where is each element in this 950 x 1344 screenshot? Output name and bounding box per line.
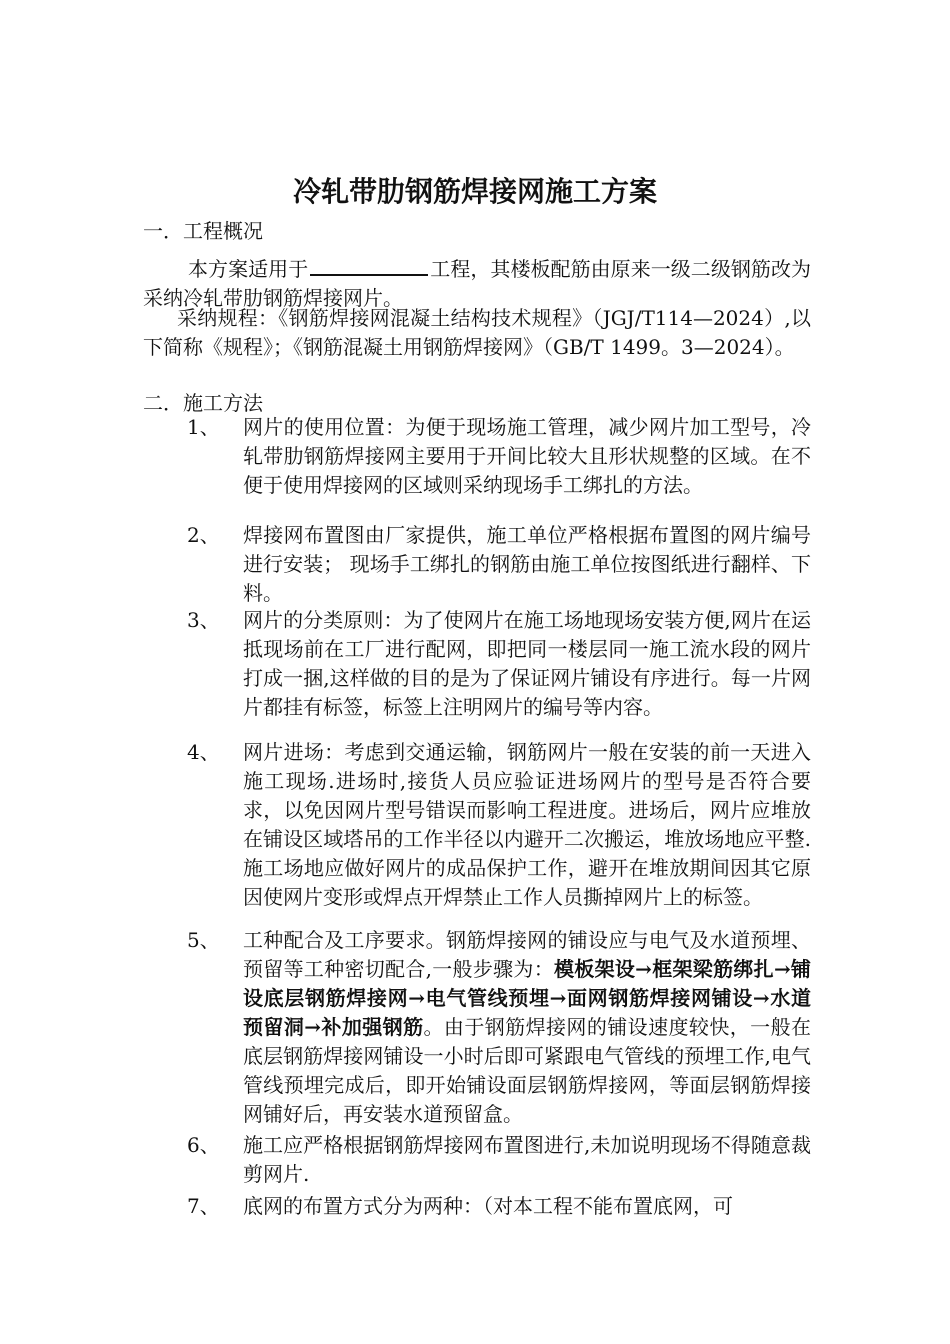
list-item-text: [243, 926, 811, 1129]
list-item-text: 网片的分类原则：为了使网片在施工场地现场安装方便,网片在运抵现场前在工厂进行配网，即把同一楼层同一施工流水段的网片打成一捆,这样做的目的是为了保证网片铺设有序进行。每一片网片都挂有标签，标签上注明网片的编号等内容。: [243, 608, 811, 719]
list-item-number: 1、: [187, 415, 220, 439]
construction-sequence: 模板架设→框架梁筋绑扎→铺设底层钢筋焊接网→电气管线预埋→面网钢筋焊接网铺设→水道预留洞→补加强钢筋: [243, 957, 811, 1039]
overview-p1-end: 工程，其楼板配筋由原来一级二级钢筋改为采纳冷轧带肋钢筋焊接网片。: [143, 257, 812, 310]
list-item: [143, 413, 811, 500]
list-item: [143, 521, 811, 608]
list-item-text: 网片进场：考虑到交通运输，钢筋网片一般在安装的前一天进入施工现场.进场时,接货人员应验证进场网片的型号是否符合要求，以免因网片型号错误而影响工程进度。进场后，网片应堆放在铺设区域塔吊的工作半径以内避开二次搬运，堆放场地应平整.施工场地应做好网片的成品保护工作，避开在堆放期间因其它原因使网片变形或焊点开焊禁止工作人员撕掉网片上的标签。: [243, 740, 811, 909]
list-item-number: 2、: [187, 523, 220, 547]
list-item-text: 底网的布置方式分为两种：（对本工程不能布置底网，可: [243, 1194, 733, 1218]
list-item-text-start: 工种配合及工序要求。钢筋焊接网的铺设应与电气及水道预埋、预留等工种密切配合,一般步骤为：: [243, 928, 811, 981]
list-item-number: 7、: [187, 1194, 220, 1218]
overview-p1-start: 本方案适用于: [188, 257, 309, 281]
list-item-text-end: 。由于钢筋焊接网的铺设速度较快，一般在底层钢筋焊接网铺设一小时后即可紧跟电气管线的预埋工作,电气管线预埋完成后，即开始铺设面层钢筋焊接网，等面层钢筋焊接网铺好后，再安装水道预留盒。: [243, 1015, 812, 1126]
list-item: [143, 738, 811, 912]
list-item-number: 3、: [187, 608, 220, 632]
list-item-number: 4、: [187, 740, 220, 764]
list-item-text: 焊接网布置图由厂家提供，施工单位严格根据布置图的网片编号进行安装； 现场手工绑扎的钢筋由施工单位按图纸进行翻样、下料。: [243, 523, 811, 605]
section-heading-overview: 一．工程概况: [143, 219, 263, 243]
overview-paragraph-2: 采纳规程：《钢筋焊接网混凝土结构技术规程》（JGJ/T114—2024）,以下简称《规程》；《钢筋混凝土用钢筋焊接网》（GB/T 1499。3—2024）。: [143, 306, 811, 359]
section-heading-method: 二．施工方法: [143, 391, 263, 415]
list-item: [143, 1192, 811, 1221]
list-item-text: 施工应严格根据钢筋焊接网布置图进行,未加说明现场不得随意裁剪网片.: [243, 1133, 811, 1186]
list-item-text: 网片的使用位置：为便于现场施工管理，减少网片加工型号，冷轧带肋钢筋焊接网主要用于开间比较大且形状规整的区域。在不便于使用焊接网的区域则采纳现场手工绑扎的方法。: [243, 415, 811, 497]
project-name-blank: [310, 254, 428, 276]
list-item-number: 5、: [187, 928, 220, 952]
list-item: [143, 926, 811, 1129]
list-item: [143, 1131, 811, 1189]
list-item-number: 6、: [187, 1133, 220, 1157]
document-title: 冷轧带肋钢筋焊接网施工方案: [292, 175, 657, 208]
list-item: [143, 606, 811, 722]
